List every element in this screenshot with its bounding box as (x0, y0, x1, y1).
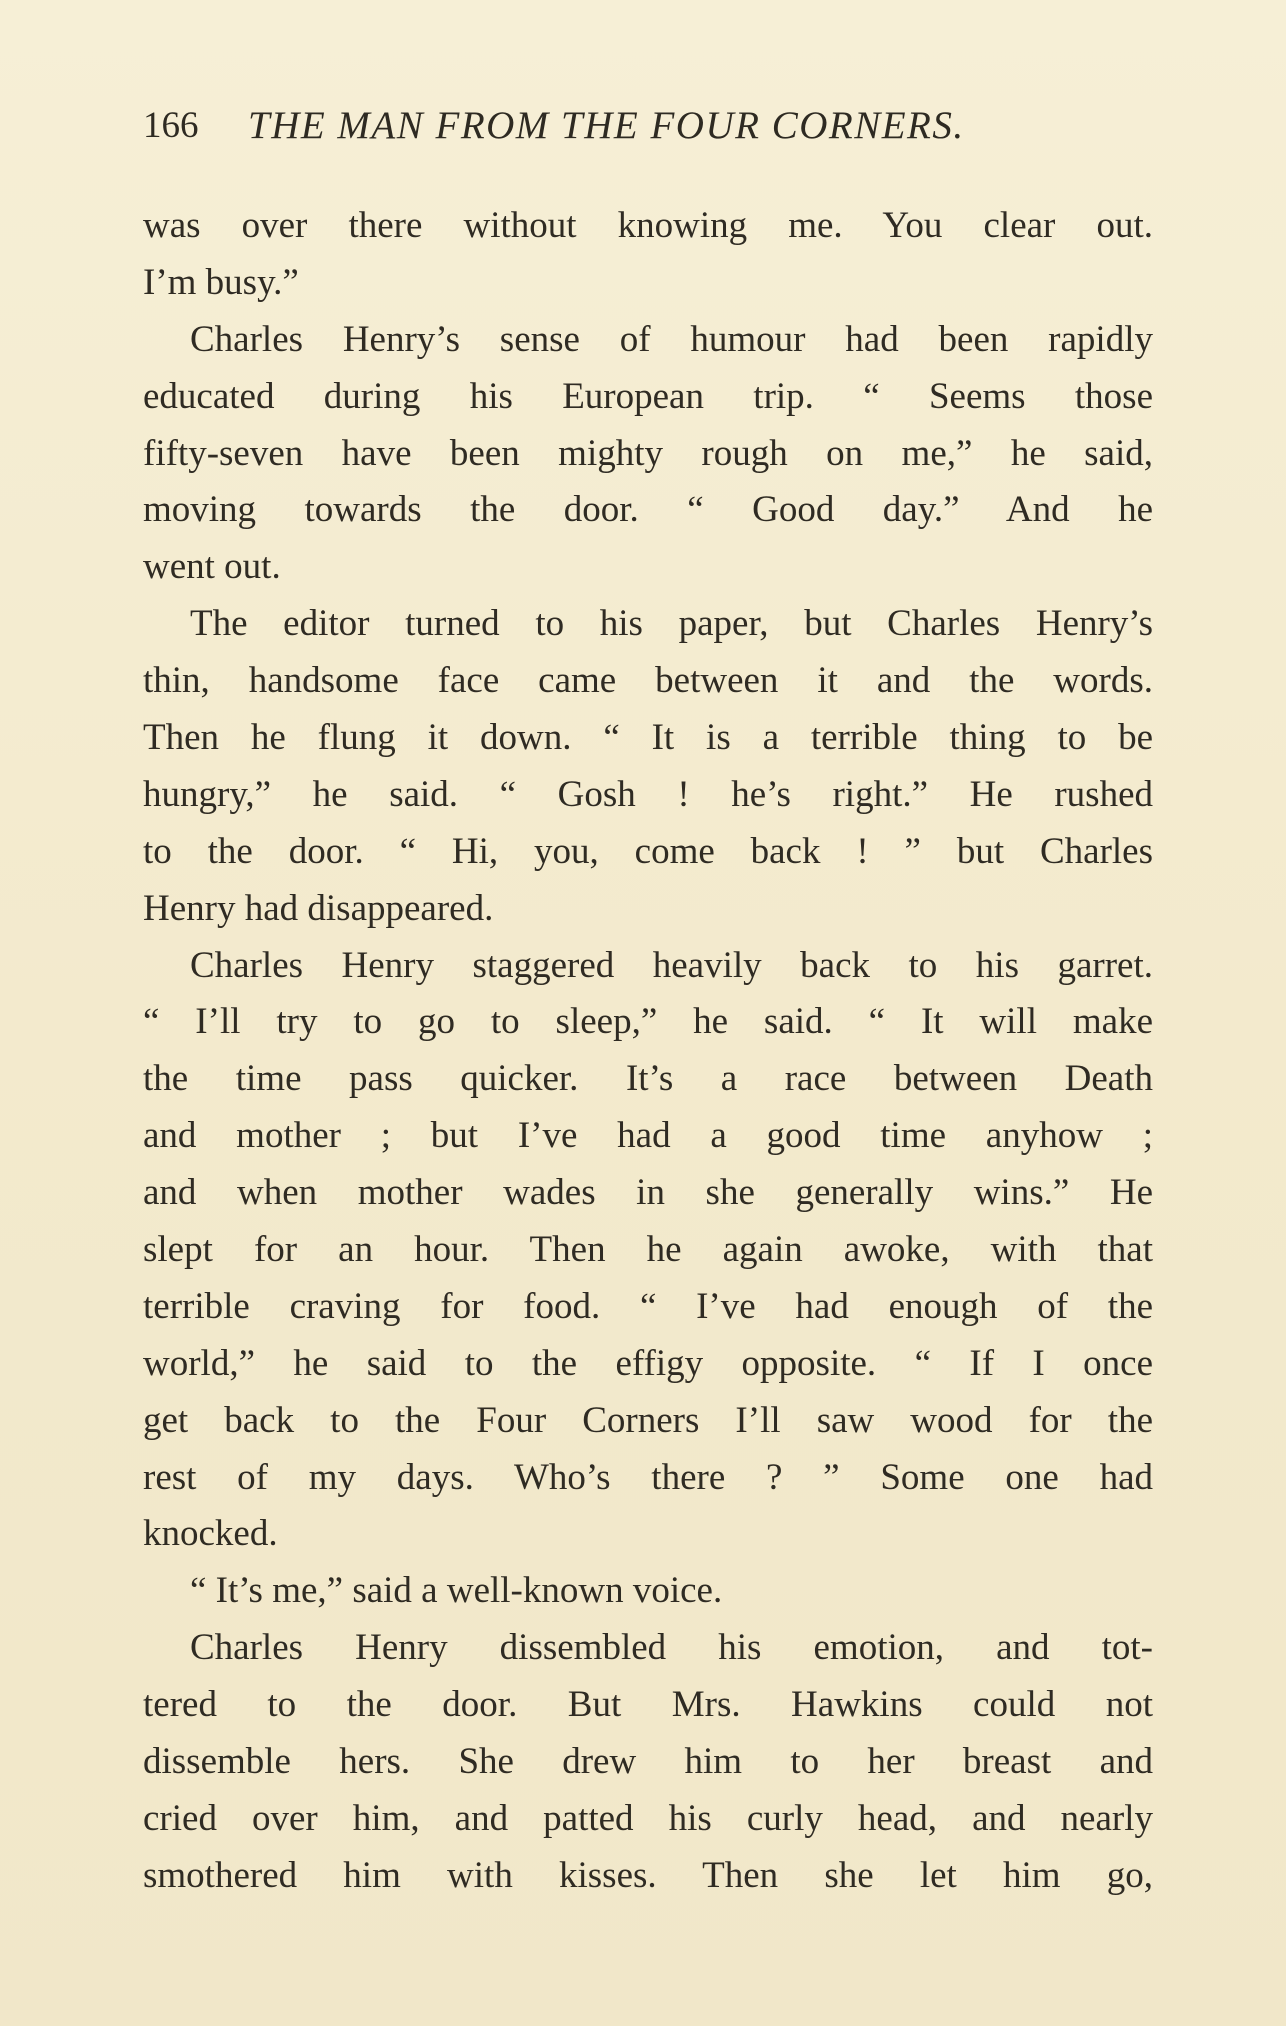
text-line: tered to the door. But Mrs. Hawkins could not (143, 1684, 1153, 1726)
text-line: I’m busy.” (143, 261, 299, 303)
text-line: educated during his European trip. “ Seems those (143, 375, 1153, 417)
text-line: was over there without knowing me. You clear out. (143, 205, 1153, 246)
text-line: “ I’ll try to go to sleep,” he said. “ It will make (143, 1001, 1153, 1043)
text-line: Then he flung it down. “ It is a terrible thing to be (143, 717, 1153, 759)
text-line: and when mother wades in she generally wins.” He (143, 1172, 1153, 1214)
text-line: hungry,” he said. “ Gosh ! he’s right.” He rushed (143, 773, 1153, 815)
text-line: “ It’s me,” said a well-known voice. (190, 1570, 723, 1612)
body-text (143, 198, 1153, 1905)
text-line: went out. (143, 546, 281, 588)
text-line: and mother ; but I’ve had a good time anyhow ; (143, 1115, 1153, 1157)
text-line: knocked. (143, 1513, 278, 1555)
text-line: Charles Henry’s sense of humour had been rapidly (190, 318, 1153, 360)
text-line: the time pass quicker. It’s a race between Death (143, 1058, 1153, 1100)
text-line: smothered him with kisses. Then she let him go, (143, 1854, 1153, 1896)
text-line: Charles Henry staggered heavily back to his garret. (190, 944, 1153, 986)
page-number: 166 (143, 105, 199, 146)
text-line: world,” he said to the effigy opposite. “ If I once (143, 1342, 1153, 1384)
text-line: cried over him, and patted his curly head, and nearly (143, 1797, 1153, 1839)
text-line: Henry had disappeared. (143, 887, 494, 929)
text-line: moving towards the door. “ Good day.” And he (143, 489, 1153, 531)
running-title: THE MAN FROM THE FOUR CORNERS. (248, 104, 965, 147)
text-line: to the door. “ Hi, you, come back ! ” but Charles (143, 830, 1153, 872)
page-header (143, 96, 1153, 156)
text-line: rest of my days. Who’s there ? ” Some one had (143, 1456, 1153, 1498)
text-line: The editor turned to his paper, but Charles Henry’s (190, 603, 1153, 645)
text-line: slept for an hour. Then he again awoke, with that (143, 1229, 1153, 1271)
text-line: get back to the Four Corners I’ll saw wood for the (143, 1399, 1153, 1441)
text-line: thin, handsome face came between it and the words. (143, 660, 1153, 702)
text-line: fifty-seven have been mighty rough on me,” he said, (143, 432, 1153, 474)
text-line: dissemble hers. She drew him to her breast and (143, 1741, 1153, 1783)
text-line: terrible craving for food. “ I’ve had enough of the (143, 1285, 1153, 1327)
text-line: Charles Henry dissembled his emotion, and tot- (190, 1627, 1153, 1669)
